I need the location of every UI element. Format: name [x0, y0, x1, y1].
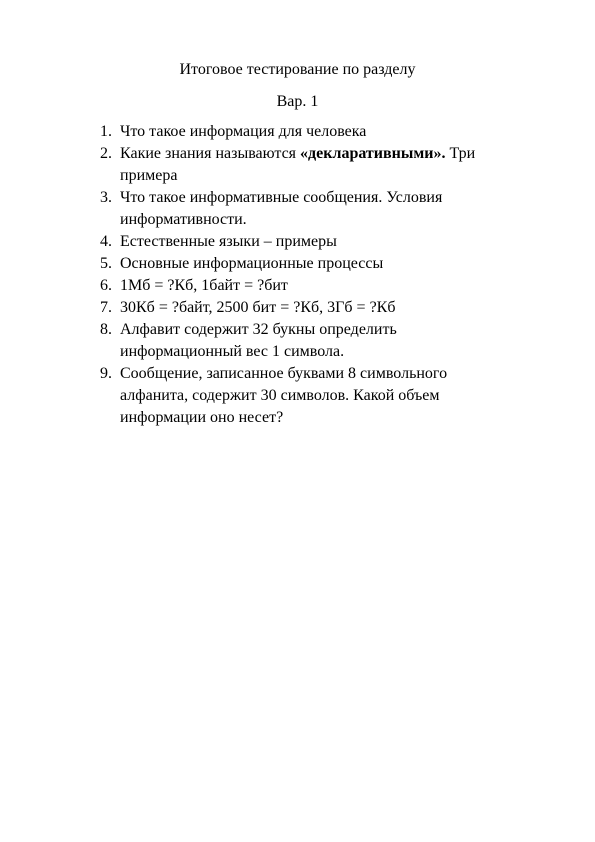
question-text: 1Мб = ?Кб, 1байт = ?бит	[120, 277, 288, 294]
question-emphasis: «декларативными».	[300, 145, 446, 162]
question-text: Алфавит содержит 32 букны определить информационный вес 1 символа.	[120, 321, 397, 360]
question-list	[100, 121, 500, 429]
question-item	[100, 143, 500, 187]
question-text: Сообщение, записанное буквами 8 символьного алфанита, содержит 30 символов. Какой объем информации оно несет?	[120, 365, 448, 426]
question-item	[100, 253, 500, 275]
question-text: Что такое информативные сообщения. Условия информативности.	[120, 189, 443, 228]
question-text-part: Три примера	[120, 145, 476, 184]
question-number: 3.	[100, 189, 112, 206]
question-number: 2.	[100, 145, 112, 162]
question-text: Что такое информация для человека	[120, 123, 367, 140]
question-text	[120, 145, 475, 184]
question-text: Естественные языки – примеры	[120, 233, 337, 250]
question-text-part: Какие знания называются	[120, 145, 301, 162]
question-number: 4.	[100, 233, 112, 250]
question-item	[100, 231, 500, 253]
question-number: 1.	[100, 123, 112, 140]
question-number: 5.	[100, 255, 112, 272]
question-item	[100, 363, 500, 429]
question-number: 7.	[100, 299, 112, 316]
question-text: Основные информационные процессы	[120, 255, 384, 272]
question-item	[100, 297, 500, 319]
question-number: 8.	[100, 321, 112, 338]
document-title: Итоговое тестирование по разделу	[179, 61, 416, 78]
question-item	[100, 275, 500, 297]
question-number: 6.	[100, 277, 112, 294]
question-item	[100, 121, 500, 143]
question-text: 30Кб = ?байт, 2500 бит = ?Кб, 3Гб = ?Кб	[120, 299, 396, 316]
question-item	[100, 319, 500, 363]
question-item	[100, 187, 500, 231]
question-number: 9.	[100, 365, 112, 382]
variant-label: Вар. 1	[276, 93, 319, 110]
